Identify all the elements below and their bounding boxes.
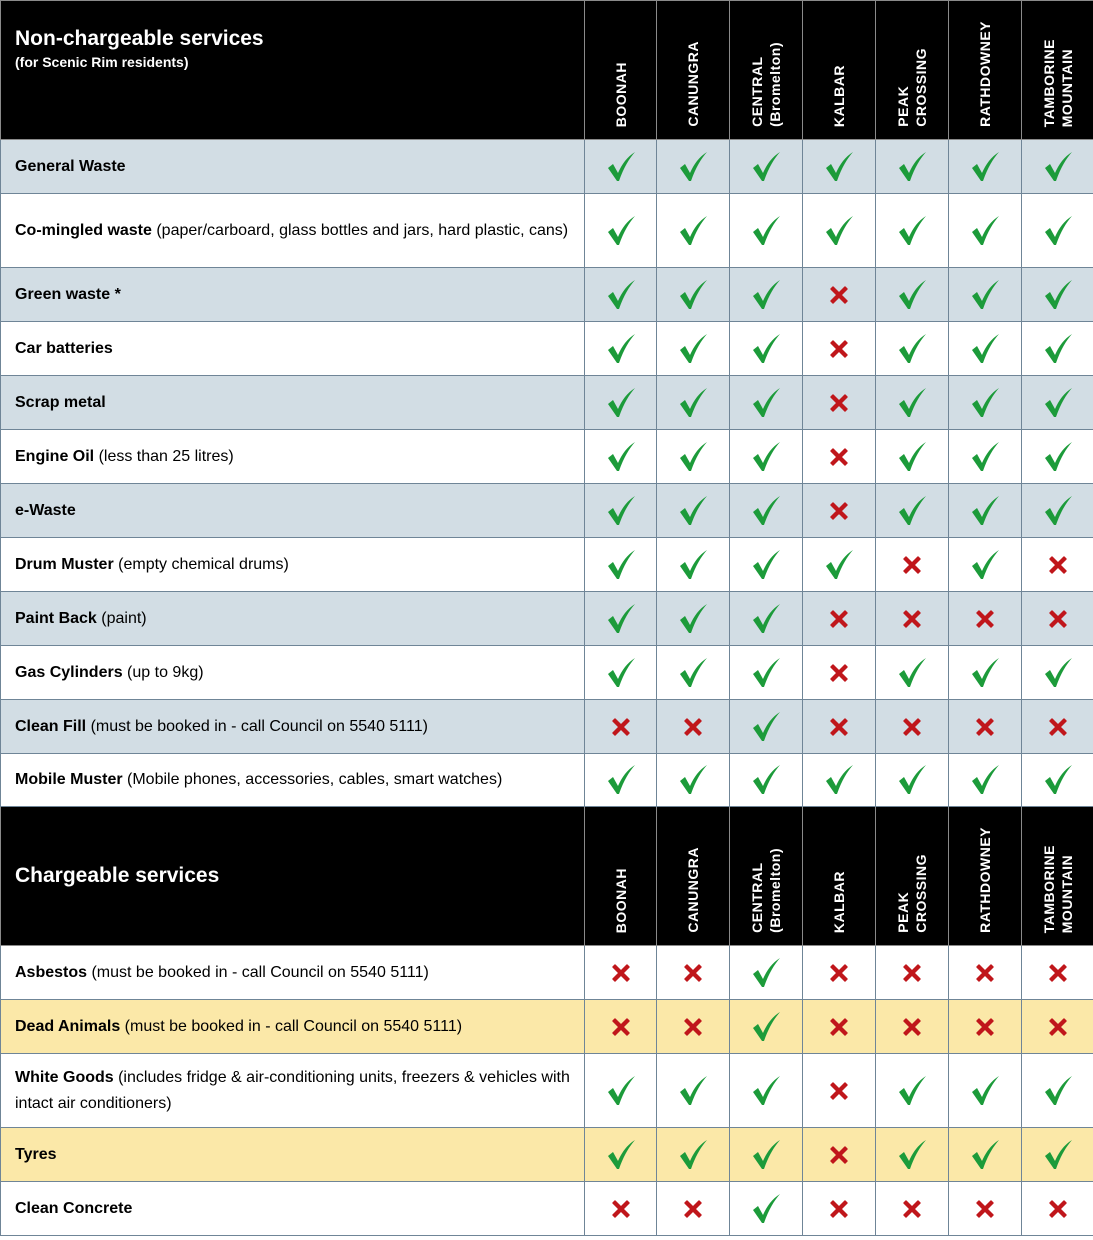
tick-icon [585,140,657,194]
site-header-tamborine [1022,807,1093,946]
service-name: Dead Animals [15,1017,121,1035]
service-detail: (Mobile phones, accessories, cables, smart watches) [122,771,503,788]
tick-icon [585,1054,657,1128]
tick-icon [876,646,949,700]
service-name: Clean Fill [15,717,87,735]
cross-icon [876,700,949,754]
tick-icon [1022,376,1093,430]
cross-icon [657,1182,730,1236]
site-label: RATHDOWNEY [977,21,993,127]
tick-icon [730,646,803,700]
tick-icon [1022,268,1093,322]
service-detail: (must be booked in - call Council on 5540 5111) [87,963,429,981]
service-label [1,430,585,484]
service-name: Tyres [15,1145,57,1163]
site-label: CANUNGRA [685,847,701,933]
service-label [1,1182,585,1236]
table-row [1,754,1093,807]
service-detail: (must be booked in - call Council on 5540 5111) [120,1017,463,1035]
service-label [1,1128,585,1182]
cross-icon [585,1000,657,1054]
table-row [1,268,1093,322]
tick-icon [657,322,730,376]
tick-icon [730,1054,803,1128]
tick-icon [730,322,803,376]
site-label: RATHDOWNEY [977,827,993,933]
service-detail: (up to 9kg) [122,663,204,681]
cross-icon [876,1000,949,1054]
tick-icon [657,1128,730,1182]
cross-icon [876,946,949,1000]
table-row [1,484,1093,538]
cross-icon [949,700,1022,754]
tick-icon [730,140,803,194]
cross-icon [876,1182,949,1236]
tick-icon [657,646,730,700]
service-label [1,1000,585,1054]
table-row [1,430,1093,484]
service-name: Asbestos [15,963,88,981]
tick-icon [1022,322,1093,376]
site-header-rathdowney [949,807,1022,946]
service-name: Engine Oil [15,447,95,465]
site-label: KALBAR [831,64,847,127]
table-row [1,1054,1093,1128]
site-header-tamborine [1022,1,1093,140]
tick-icon [803,754,876,807]
tick-icon [730,1000,803,1054]
tick-icon [949,322,1022,376]
tick-icon [657,194,730,268]
service-label [1,140,585,194]
cross-icon [949,946,1022,1000]
site-header-canungra [657,1,730,140]
tick-icon [585,538,657,592]
site-label: BOONAH [612,61,629,127]
service-detail: (empty chemical drums) [113,555,289,573]
service-label [1,268,585,322]
tick-icon [1022,140,1093,194]
site-header-central [730,1,803,140]
service-label [1,592,585,646]
cross-icon [803,1000,876,1054]
tick-icon [585,646,657,700]
site-header-boonah [585,807,657,946]
service-label [1,538,585,592]
cross-icon [1022,1182,1093,1236]
site-header-canungra [657,807,730,946]
table-row [1,700,1093,754]
cross-icon [803,1182,876,1236]
table-row [1,646,1093,700]
tick-icon [585,322,657,376]
tick-icon [585,1128,657,1182]
tick-icon [585,592,657,646]
site-label: CENTRAL (Bromelton) [749,848,783,933]
tick-icon [803,538,876,592]
site-label: PEAK CROSSING [895,48,929,127]
table-row [1,322,1093,376]
cross-icon [585,1182,657,1236]
tick-icon [949,1128,1022,1182]
cross-icon [1022,592,1093,646]
cross-icon [1022,1000,1093,1054]
site-label: CANUNGRA [685,41,701,127]
cross-icon [803,1054,876,1128]
cross-icon [1022,700,1093,754]
tick-icon [876,140,949,194]
cross-icon [803,1128,876,1182]
tick-icon [657,538,730,592]
tick-icon [1022,646,1093,700]
nonchargeable-header-row [1,1,1093,140]
cross-icon [1022,538,1093,592]
cross-icon [949,1182,1022,1236]
service-label [1,376,585,430]
cross-icon [803,700,876,754]
tick-icon [1022,754,1093,807]
service-label [1,646,585,700]
tick-icon [657,1054,730,1128]
site-header-kalbar [803,807,876,946]
tick-icon [730,754,803,807]
tick-icon [876,484,949,538]
site-header-central [730,807,803,946]
tick-icon [730,194,803,268]
cross-icon [949,592,1022,646]
cross-icon [949,1000,1022,1054]
service-name: Drum Muster [15,555,114,573]
table-row [1,1000,1093,1054]
service-detail: (paper/carboard, glass bottles and jars, hard plastic, cans) [151,221,569,239]
table-row [1,946,1093,1000]
tick-icon [730,1128,803,1182]
tick-icon [585,484,657,538]
site-header-rathdowney [949,1,1022,140]
tick-icon [1022,194,1093,268]
tick-icon [949,646,1022,700]
nonchargeable-section-title [1,1,585,140]
site-label: TAMBORINE MOUNTAIN [1040,38,1075,127]
tick-icon [657,754,730,807]
tick-icon [949,754,1022,807]
tick-icon [1022,484,1093,538]
tick-icon [730,484,803,538]
service-label [1,946,585,1000]
service-label [1,194,585,268]
tick-icon [657,430,730,484]
service-detail: (must be booked in - call Council on 5540 5111) [86,717,428,735]
cross-icon [803,268,876,322]
tick-icon [730,268,803,322]
tick-icon [949,140,1022,194]
service-name: Scrap metal [15,393,106,411]
tick-icon [1022,430,1093,484]
service-detail: (includes fridge & air-conditioning units, freezers & vehicles with intact air conditioners) [15,1068,570,1112]
service-name: Paint Back [15,609,97,627]
tick-icon [657,140,730,194]
cross-icon [585,946,657,1000]
cross-icon [803,430,876,484]
tick-icon [730,946,803,1000]
cross-icon [657,946,730,1000]
table-row [1,194,1093,268]
tick-icon [949,430,1022,484]
cross-icon [585,700,657,754]
tick-icon [730,592,803,646]
tick-icon [876,1054,949,1128]
tick-icon [585,430,657,484]
table-row [1,592,1093,646]
service-name: Car batteries [15,339,113,357]
site-header-kalbar [803,1,876,140]
table-row [1,376,1093,430]
cross-icon [1022,946,1093,1000]
tick-icon [730,1182,803,1236]
tick-icon [730,538,803,592]
site-header-peak [876,807,949,946]
service-name: White Goods [15,1068,114,1086]
service-detail: (paint) [96,609,147,627]
tick-icon [949,376,1022,430]
site-header-peak [876,1,949,140]
tick-icon [585,376,657,430]
service-name: Mobile Muster [15,771,123,788]
tick-icon [949,1054,1022,1128]
tick-icon [949,538,1022,592]
tick-icon [949,268,1022,322]
tick-icon [657,484,730,538]
tick-icon [1022,1128,1093,1182]
service-name: Green waste * [15,285,121,303]
cross-icon [876,538,949,592]
tick-icon [657,376,730,430]
table-row [1,140,1093,194]
cross-icon [657,700,730,754]
section-title-text: Chargeable services [15,864,220,887]
tick-icon [876,322,949,376]
cross-icon [876,592,949,646]
tick-icon [949,194,1022,268]
tick-icon [876,194,949,268]
service-name: e-Waste [15,501,76,519]
service-name: General Waste [15,157,126,175]
tick-icon [657,268,730,322]
tick-icon [730,376,803,430]
table-row [1,538,1093,592]
chargeable-section-title [1,807,585,946]
tick-icon [730,430,803,484]
tick-icon [585,268,657,322]
service-name: Co-mingled waste [15,221,152,239]
tick-icon [803,140,876,194]
cross-icon [803,322,876,376]
tick-icon [803,194,876,268]
tick-icon [876,754,949,807]
tick-icon [949,484,1022,538]
section-title-text: Non-chargeable services [15,27,264,50]
cross-icon [803,376,876,430]
service-label [1,322,585,376]
section-subtitle: (for Scenic Rim residents) [15,54,189,70]
service-label [1,484,585,538]
cross-icon [803,484,876,538]
service-name: Clean Concrete [15,1199,133,1217]
service-name: Gas Cylinders [15,663,123,681]
cross-icon [657,1000,730,1054]
tick-icon [585,194,657,268]
cross-icon [803,592,876,646]
tick-icon [1022,1054,1093,1128]
site-label: BOONAH [612,867,629,933]
table-row [1,1182,1093,1236]
tick-icon [730,700,803,754]
cross-icon [803,946,876,1000]
site-label: KALBAR [831,870,847,933]
site-label: PEAK CROSSING [895,854,929,933]
table-row [1,1128,1093,1182]
site-label: CENTRAL (Bromelton) [749,42,783,127]
site-label: TAMBORINE MOUNTAIN [1040,844,1075,933]
service-label [1,700,585,754]
tick-icon [657,592,730,646]
service-detail: (less than 25 litres) [94,447,234,465]
cross-icon [803,646,876,700]
tick-icon [585,754,657,807]
service-label [1,754,585,807]
tick-icon [876,376,949,430]
tick-icon [876,430,949,484]
tick-icon [876,268,949,322]
chargeable-header-row [1,807,1093,946]
site-header-boonah [585,1,657,140]
service-label [1,1054,585,1128]
tick-icon [876,1128,949,1182]
